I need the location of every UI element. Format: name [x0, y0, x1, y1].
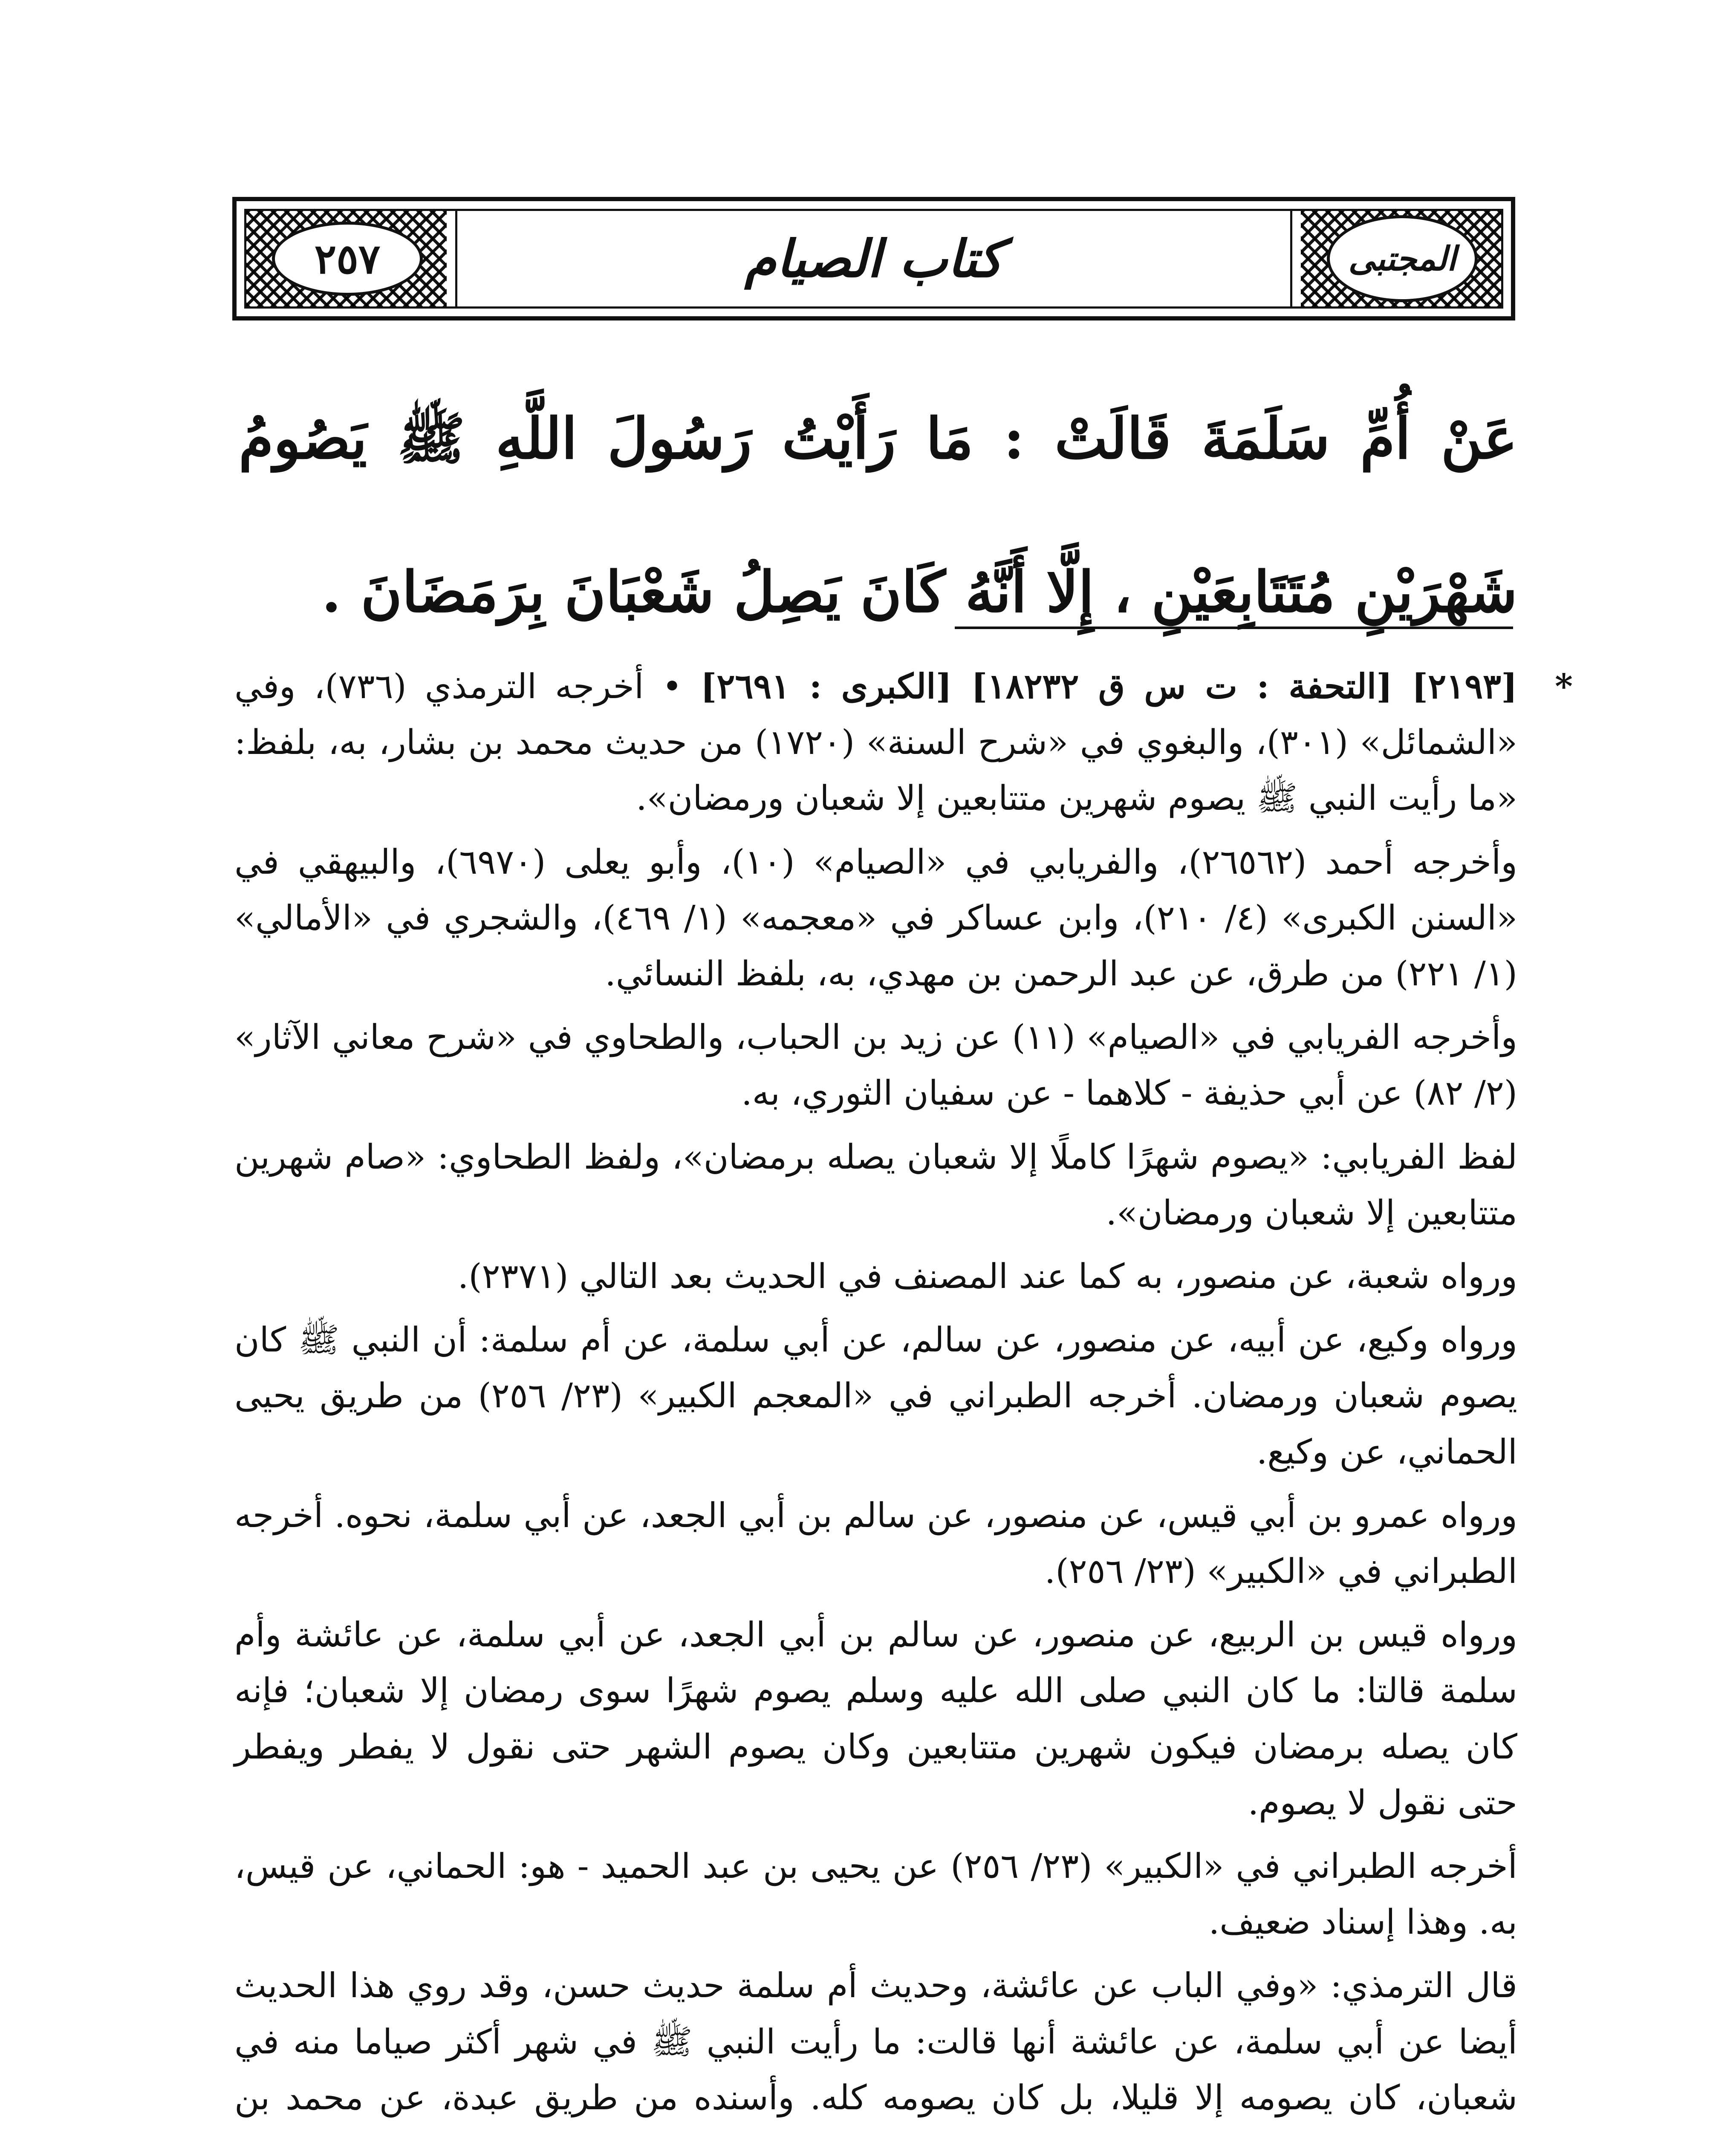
footnote-paragraph: ورواه عمرو بن أبي قيس، عن منصور، عن سالم بن أبي الجعد، عن أبي سلمة، نحوه. أخرجه الطبراني في «الكبير» (٢٣/ ٢٥٦). — [234, 1495, 1517, 1591]
footnote-paragraph: وأخرجه أحمد (٢٦٥٦٢)، والفريابي في «الصيام» (١٠)، وأبو يعلى (٦٩٧٠)، والبيهقي في «السنن الكبرى» (٤/ ٢١٠)، وابن عساكر في «معجمه» (١/ ٤٦٩)، والشجري في «الأمالي» (١/ ٢٢١) من طرق، عن عبد الرحمن بن مهدي، به، بلفظ النسائي. — [234, 842, 1518, 994]
footnote-paragraph: قال الترمذي: «وفي الباب عن عائشة، وحديث أم سلمة حديث حسن، وقد روي هذا الحديث أيضا عن أبي سلمة، عن عائشة أنها قالت: ما رأيت النبي ﷺ في شهر أكثر صياما منه في شعبان، كان يصومه إلا قليلا، بل كان يصومه كله. وأسنده من طريق عبدة، عن محمد بن — [234, 1966, 1517, 2117]
header-frame — [244, 209, 1503, 309]
page-number: ٢٥٧ — [272, 222, 423, 296]
footnote-paragraph: لفظ الفريابي: «يصوم شهرًا كاملًا إلا شعبان يصله برمضان»، ولفظ الطحاوي: «صام شهرين متتابعين إلا شعبان ورمضان». — [234, 1137, 1517, 1233]
footnote-separator — [955, 627, 1513, 629]
book-title: كتاب الصيام — [745, 228, 1003, 289]
footnote-paragraph: ورواه قيس بن الربيع، عن منصور، عن سالم بن أبي الجعد، عن أبي سلمة، عن عائشة وأم سلمة قالتا: ما كان النبي صلى الله عليه وسلم يصوم شهرًا سوى رمضان إلا شعبان؛ فإنه كان يصله برمضان فيكون شهرين متتابعين وكان يصوم الشهر حتى نقول لا يفطر ويفطر حتى نقول لا يصوم. — [234, 1615, 1517, 1822]
header-title-panel — [455, 211, 1292, 306]
footnote-paragraph: ورواه وكيع، عن أبيه، عن منصور، عن سالم، عن أبي سلمة، عن أم سلمة: أن النبي ﷺ كان يصوم شعبان ورمضان. أخرجه الطبراني في «المعجم الكبير» (٢٣/ ٢٥٦) من طريق يحيى الحماني، عن وكيع. — [234, 1320, 1517, 1472]
footnote-paragraph: أخرجه الطبراني في «الكبير» (٢٣/ ٢٥٦) عن يحيى بن عبد الحميد - هو: الحماني، عن قيس، به. وهذا إسناد ضعيف. — [234, 1846, 1518, 1942]
footnote-paragraph — [234, 658, 1573, 826]
hadith-reference: [٢١٩٣] [التحفة : ت س ق ١٨٢٣٢] [الكبرى : ٢٦٩١] — [700, 666, 1517, 706]
series-title: المجتبى — [1327, 215, 1478, 302]
footnote-text: • أخرجه الترمذي (٧٣٦)، وفي «الشمائل» (٣٠١)، والبغوي في «شرح السنة» (١٧٢٠) من حديث محمد بن بشار، به، بلفظ: «ما رأيت النبي ﷺ يصوم شهرين متتابعين إلا شعبان ورمضان». — [234, 667, 1517, 818]
hadith-text: عَنْ أُمِّ سَلَمَةَ قَالَتْ : مَا رَأَيْتُ رَسُولَ اللَّهِ ﷺ يَصُومُ شَهْرَيْنِ مُتَتَابِعَيْنِ ، إِلَّا أَنَّهُ كَانَ يَصِلُ شَعْبَانَ بِرَمَضَانَ . — [239, 406, 1517, 625]
page-header — [232, 197, 1515, 321]
footnotes — [234, 658, 1573, 2131]
footnote-paragraph: وأخرجه الفريابي في «الصيام» (١١) عن زيد بن الحباب، والطحاوي في «شرح معاني الآثار» (٢/ ٨٢) عن أبي حذيفة - كلاهما - عن سفيان الثوري، به. — [234, 1017, 1518, 1113]
footnote-paragraph: ورواه شعبة، عن منصور، به كما عند المصنف في الحديث بعد التالي (٢٣٧١). — [457, 1256, 1517, 1297]
asterisk-marker: * — [1555, 666, 1573, 706]
